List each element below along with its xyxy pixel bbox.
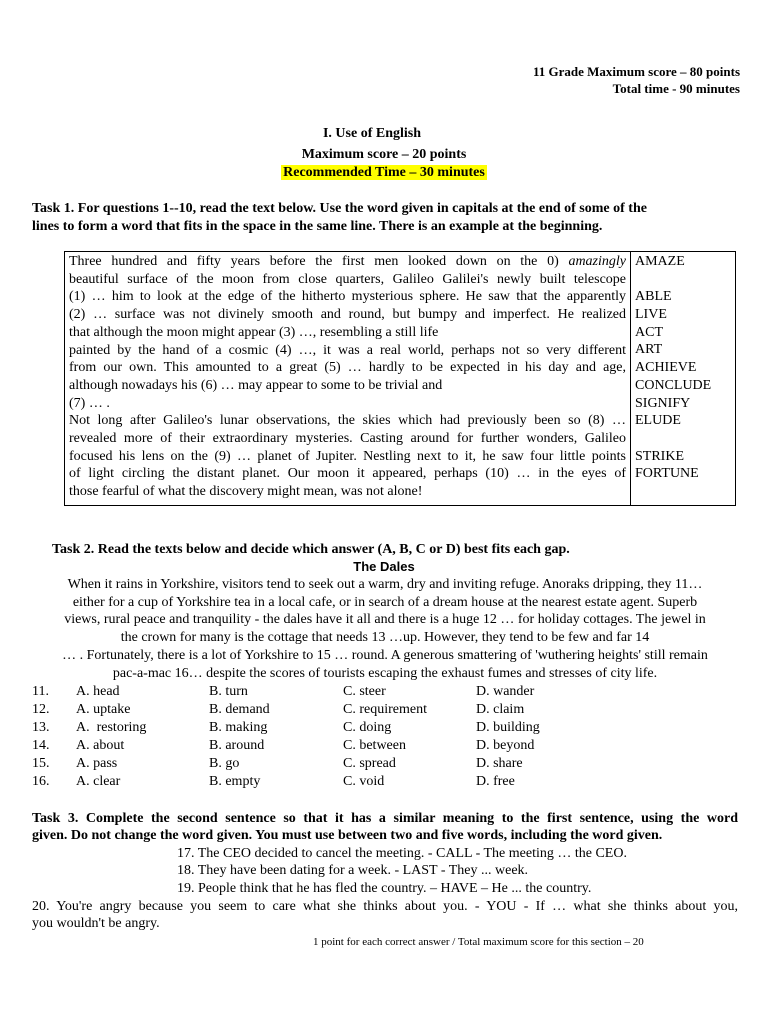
given-word: STRIKE: [635, 448, 684, 464]
task1-line: (2) … surface was not divinely smooth and round, but bumpy and imperfect. He realized: [69, 307, 626, 323]
task3-instruction-line2: given. Do not change the word given. You must use between two and five words, including the word given.: [32, 828, 663, 843]
option-d: D. free: [476, 774, 515, 789]
task1-line: those fearful of what the discovery might mean, was not alone!: [69, 484, 423, 500]
given-word: ELUDE: [635, 413, 681, 429]
task1-line: revealed more of their extraordinary mysteries. Casting around for further wonders, Galileo: [69, 431, 626, 447]
passage-line: When it rains in Yorkshire, visitors tend to seek out a warm, dry and inviting refuge. Anoraks dripping, they 11…: [67, 577, 703, 592]
question-number: 12.: [32, 702, 50, 717]
sentence-19: 19. People think that he has fled the country. – HAVE – He ... the country.: [177, 881, 592, 896]
option-row: [0, 719, 768, 737]
option-b: B. empty: [209, 774, 261, 789]
option-b: B. making: [209, 720, 268, 735]
given-word: SIGNIFY: [635, 395, 691, 411]
given-word: ART: [635, 342, 663, 358]
task1-text-cell: [65, 252, 631, 506]
task3-instruction-line1: Task 3. Complete the second sentence so that it has a similar meaning to the first sentence, using the word: [32, 811, 738, 826]
task2-passage: [32, 576, 738, 682]
given-word: [635, 430, 731, 448]
passage-line: pac-a-mac 16… despite the scores of tourists escaping the exhaust fumes and stresses of city life.: [112, 665, 658, 681]
task2-instruction: Task 2. Read the texts below and decide which answer (A, B, C or D) best fits each gap.: [52, 542, 570, 557]
total-time: Total time - 90 minutes: [612, 81, 740, 96]
passage-line: views, rural peace and tranquility - the dales have it all and there is a huge 12 … for holiday cottages. The jewel in: [64, 612, 706, 628]
option-row: [0, 683, 768, 701]
section-max-score: Maximum score – 20 points: [301, 147, 467, 162]
task1-line: Three hundred and fifty years before the first men looked down on the 0) amazingly: [69, 254, 626, 269]
recommended-time-highlight: Recommended Time – 30 minutes: [283, 165, 485, 180]
task1-line: that although the moon might appear (3) …, resembling a still life: [69, 324, 439, 340]
task1-line: although nowadays his (6) … may appear to some to be trivial and: [69, 377, 443, 393]
given-word: [635, 271, 731, 289]
option-c: C. doing: [343, 720, 392, 735]
option-c: C. spread: [343, 756, 396, 771]
option-c: C. requirement: [343, 702, 427, 717]
task1-line: beautiful surface of the moon from close quarters, Galileo Galilei's newly built telescope: [69, 271, 626, 287]
sentence-20-line2: you wouldn't be angry.: [32, 916, 160, 931]
option-d: D. claim: [476, 702, 525, 717]
given-word: LIVE: [635, 307, 667, 323]
given-word: ACT: [635, 324, 663, 340]
option-b: B. demand: [209, 702, 270, 717]
option-d: D. wander: [476, 684, 535, 699]
task1-line: focused his lens on the (9) … planet of Jupiter. Nestling next to it, he saw four little points: [69, 448, 626, 464]
task1-instruction-line2: lines to form a word that fits in the space in the same line. There is an example at the beginning.: [32, 219, 603, 234]
option-d: D. building: [476, 720, 540, 735]
option-d: D. beyond: [476, 738, 535, 753]
example-answer: amazingly: [568, 254, 626, 269]
option-a: A. pass: [76, 756, 118, 771]
passage-line: … . Fortunately, there is a lot of Yorkshire to 15 … round. A generous smattering of 'wuthering heights' still remain: [62, 647, 708, 663]
given-word: ACHIEVE: [635, 360, 697, 376]
option-a: A. clear: [76, 774, 121, 789]
given-word: ABLE: [635, 289, 672, 305]
task1-line: Not long after Galileo's lunar observations, the skies which had previously been so (8) …: [69, 413, 626, 429]
recommended-time: [0, 164, 768, 181]
option-d: D. share: [476, 756, 523, 771]
task1-table: [64, 251, 736, 506]
question-number: 14.: [32, 738, 50, 753]
task1-line: painted by the hand of a cosmic (4) …, it was a real world, perhaps not so very different: [69, 342, 626, 358]
task1-instruction-line1: Task 1. For questions 1--10, read the text below. Use the word given in capitals at the end of some of the: [32, 201, 647, 216]
given-word: [635, 483, 731, 501]
option-a: A. uptake: [76, 702, 131, 717]
task2-options: [0, 683, 768, 793]
task1-line: (7) … .: [69, 395, 110, 411]
option-row: [0, 737, 768, 755]
section-scoring-footer: 1 point for each correct answer / Total maximum score for this section – 20: [313, 936, 644, 948]
option-a: A. head: [76, 684, 120, 699]
task1-line: from our own. This amounted to a great (5) … hardly to be expected in his day and age,: [69, 360, 626, 376]
question-number: 16.: [32, 774, 50, 789]
option-b: B. around: [209, 738, 265, 753]
section-title: I. Use of English: [322, 126, 422, 141]
option-row: [0, 773, 768, 791]
option-c: C. steer: [343, 684, 386, 699]
sentence-20-line1: 20. You're angry because you seem to care what she thinks about you. - YOU - If … what she thinks about you,: [32, 899, 738, 914]
option-b: B. go: [209, 756, 240, 771]
task1-line: (1) … him to look at the edge of the hitherto mysterious sphere. He saw that the apparently: [69, 289, 626, 305]
grade-max-score: 11 Grade Maximum score – 80 points: [532, 64, 740, 79]
option-c: C. void: [343, 774, 385, 789]
sentence-17: 17. The CEO decided to cancel the meeting. - CALL - The meeting … the CEO.: [177, 846, 627, 861]
given-word: AMAZE: [635, 254, 685, 269]
sentence-18: 18. They have been dating for a week. - LAST - They ... week.: [177, 863, 529, 878]
passage-line: the crown for many is the cottage that needs 13 …up. However, they tend to be few and far 14: [120, 630, 650, 646]
question-number: 11.: [32, 684, 49, 699]
option-row: [0, 701, 768, 719]
given-word: FORTUNE: [635, 466, 699, 482]
task1-line: of light circling the distant planet. Our moon it appeared, perhaps (10) … in the eyes of: [69, 466, 626, 482]
option-c: C. between: [343, 738, 406, 753]
option-b: B. turn: [209, 684, 248, 699]
question-number: 15.: [32, 756, 50, 771]
question-number: 13.: [32, 720, 50, 735]
option-a: A. about: [76, 738, 125, 753]
given-word: CONCLUDE: [635, 377, 712, 393]
option-a: A. restoring: [76, 720, 147, 735]
option-row: [0, 755, 768, 773]
passage-line: either for a cup of Yorkshire tea in a local cafe, or in search of a dream house at the nearest estate agent. Superb: [72, 594, 698, 610]
task2-title: The Dales: [353, 559, 415, 574]
task1-words-cell: [631, 252, 736, 506]
